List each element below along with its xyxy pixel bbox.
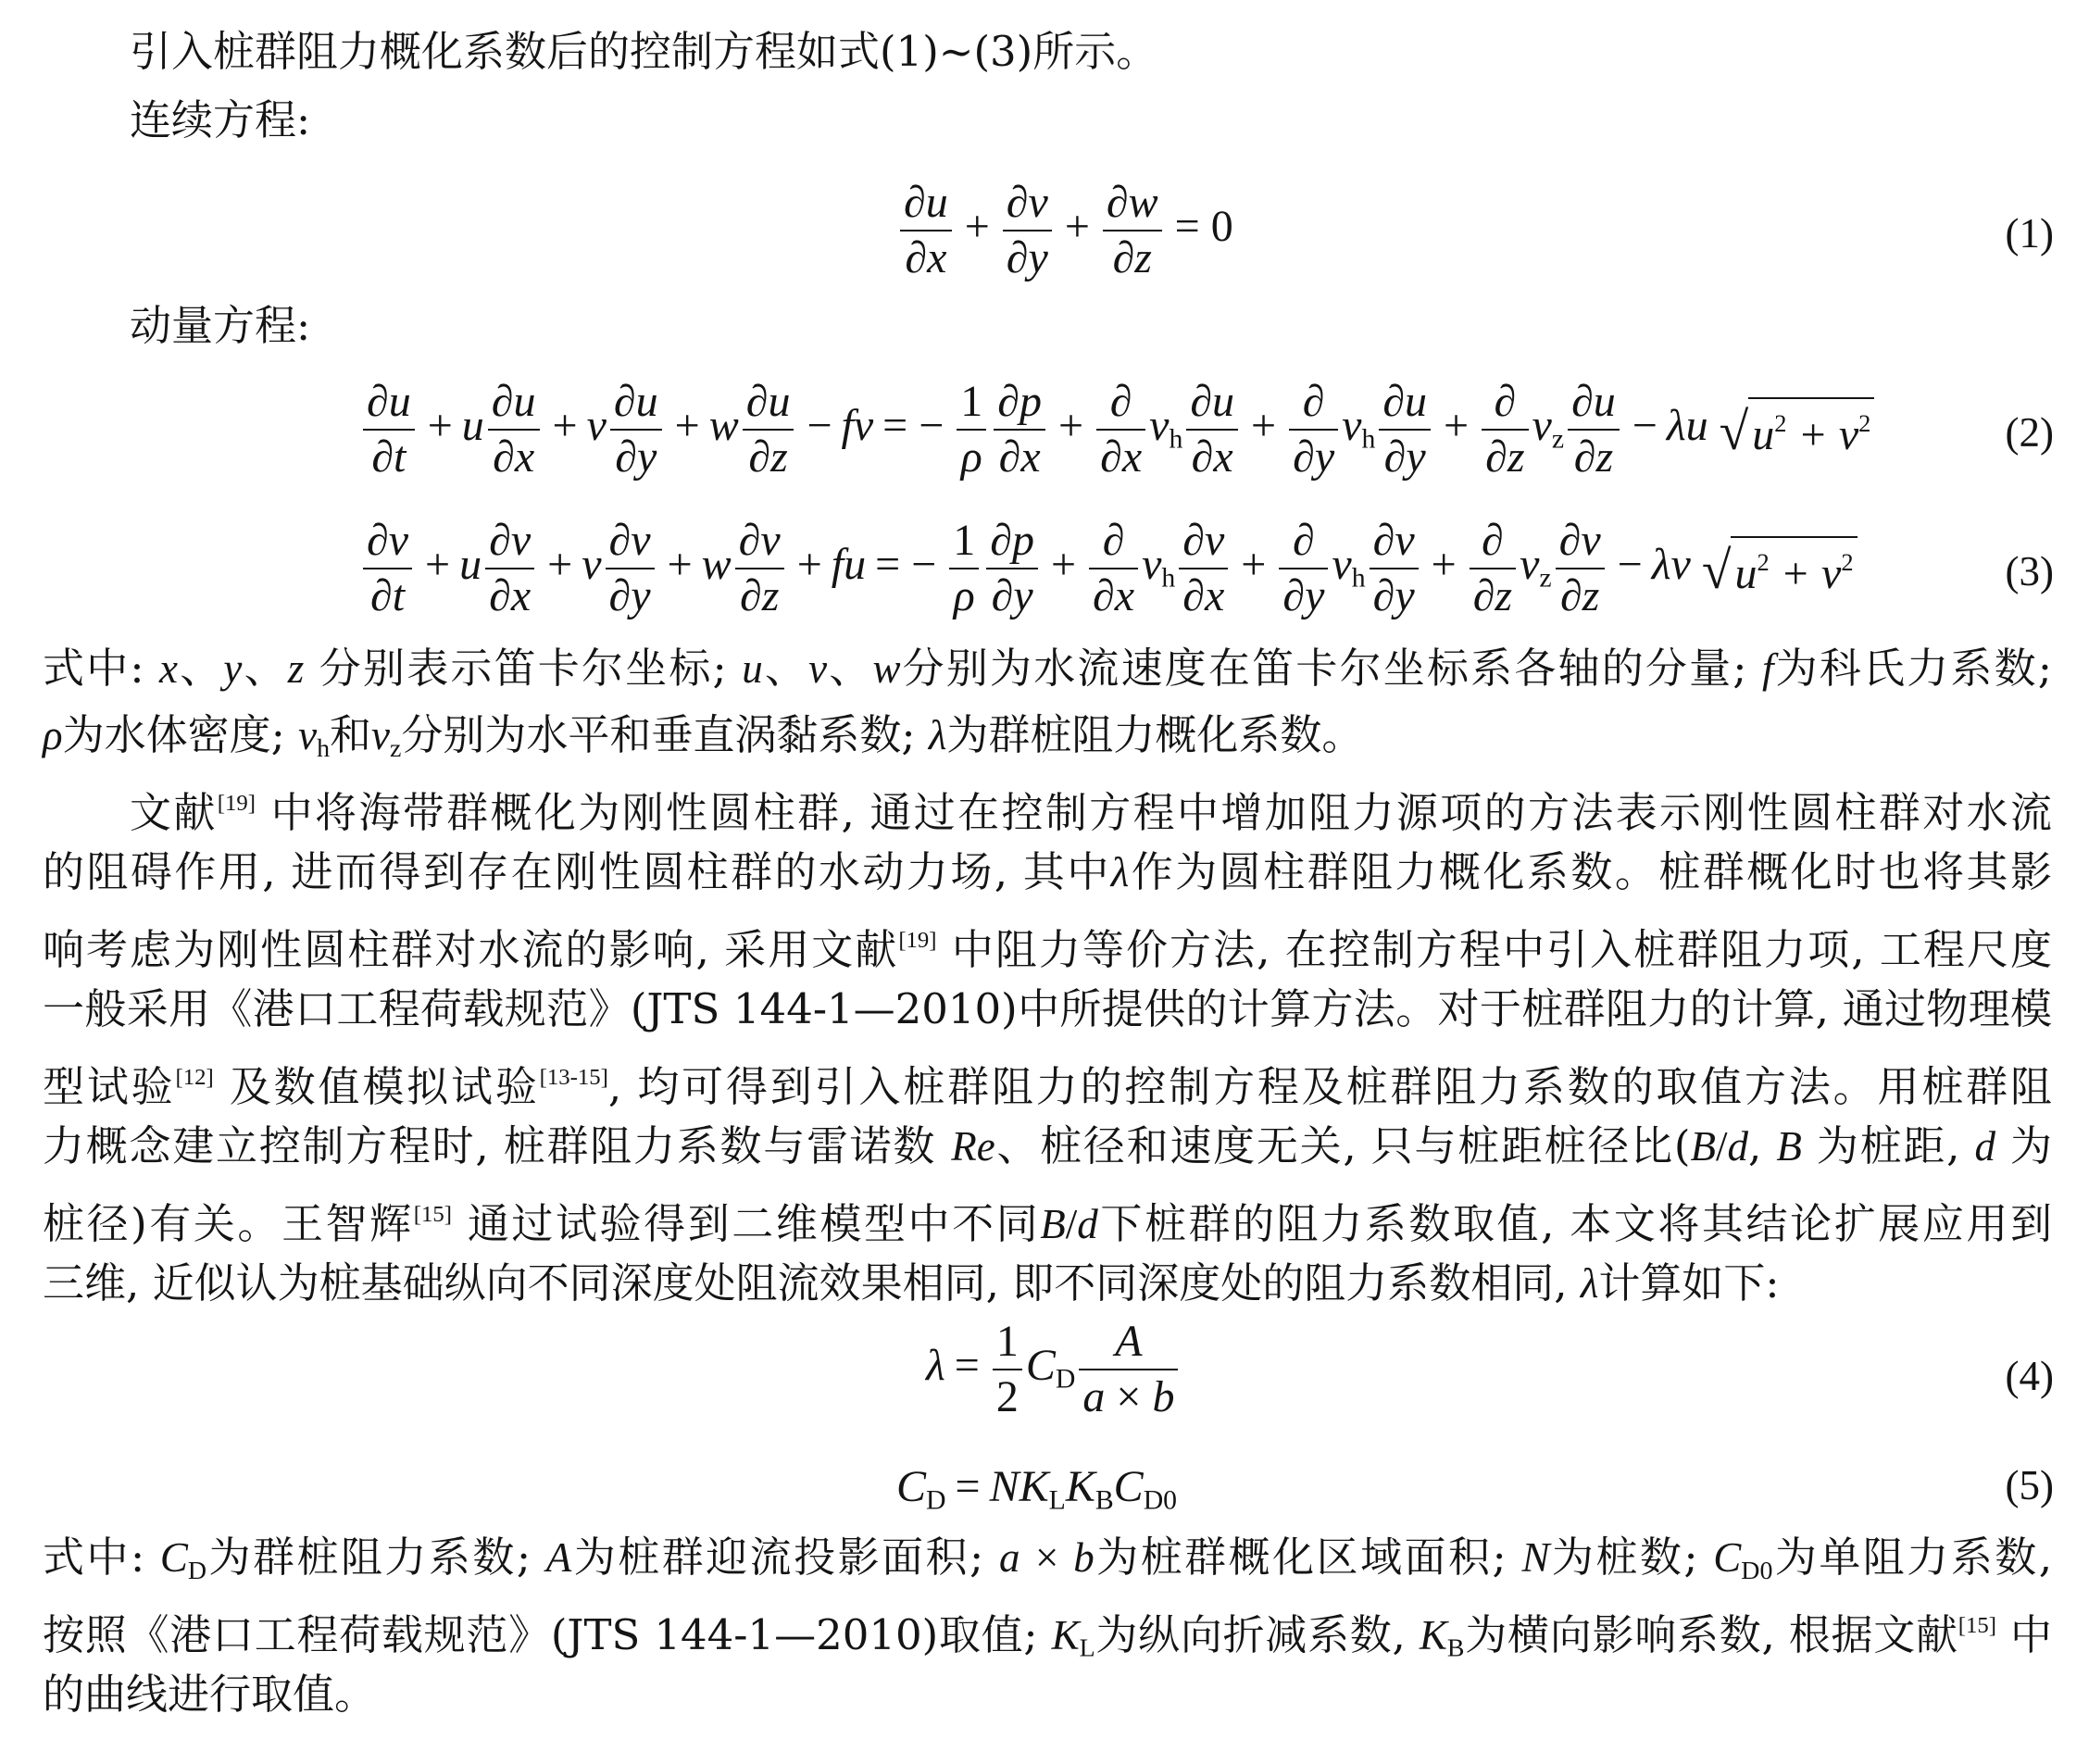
citation-ref: [15] [413, 1202, 452, 1227]
body-paragraph-line: 一般采用《港口工程荷载规范》(JTS 144-1—2010)中所提供的计算方法。对于桩群阻力的计算, 通过物理模 [43, 984, 2052, 1033]
equation-number: (5) [2005, 1462, 2054, 1508]
equation-5: $C_D = NK_LK_BC_{D0}$ (5) [896, 1462, 2054, 1516]
equation-number: (3) [2005, 548, 2054, 594]
equation-4: λ = $\frac{1}{2}$ $C_D$ $\frac{A}{a \times b}$ (4) [0, 1315, 2089, 1435]
equation-number: (2) [2005, 409, 2054, 456]
where-clause-2-line1: 式中: $C_D$为群桩阻力系数; A为桩群迎流投影面积; a × b为桩群概化区域面积; N为桩数; $C_{D0}$为单阻力系数, [43, 1533, 2053, 1585]
equation-3: $\frac{\partial v}{\partial t}$ + u $\frac{\partial v}{\partial x}$ + v $\frac{\partial v}{\partial y}$ + w $\frac{\partial v}{\partial z}$ + fu = − $\frac{1}{\rho}$ $\frac{\partial p}{\partial y}$ + $\frac{\partial}{\partial x}$ $v_h$ $\frac{\partial v}{\partial x}$ + $\frac{\partial}{\partial y}$ $v_h$ $\frac{\partial v}{\partial y}$ + $\frac{\partial}{\partial z}$ $v_z$ $\frac{\partial v}{\partial z}$ − λv $√u^2 + v^2$ (3) [0, 514, 2089, 625]
where-clause-1-line2: ρ为水体密度; $v_h$和$v_z$分别为水平和垂直涡黏系数; λ为群桩阻力概化系数。 [43, 710, 1364, 763]
body-paragraph-line: 力概念建立控制方程时, 桩群阻力系数与雷诺数 Re、桩径和速度无关, 只与桩距桩径比(B/d, B 为桩距, d 为 [43, 1121, 2052, 1170]
equation-number: (1) [2005, 210, 2054, 256]
intro-text: 引入桩群阻力概化系数后的控制方程如式(1)~(3)所示。 [130, 27, 1158, 76]
body-paragraph-line: 响考虑为刚性圆柱群对水流的影响, 采用文献[19] 中阻力等价方法, 在控制方程中引入桩群阻力项, 工程尺度 [43, 924, 2052, 974]
where-clause-1-line1: 式中: x、y、z 分别表示笛卡尔坐标; u、v、w分别为水流速度在笛卡尔坐标系各轴的分量; f为科氏力系数; [43, 644, 2052, 693]
equation-2: $\frac{\partial u}{\partial t}$ + u $\frac{\partial u}{\partial x}$ + v $\frac{\partial u}{\partial y}$ + w $\frac{\partial u}{\partial z}$ − fv = − $\frac{1}{\rho}$ $\frac{\partial p}{\partial x}$ + $\frac{\partial}{\partial x}$ $v_h$ $\frac{\partial u}{\partial x}$ + $\frac{\partial}{\partial y}$ $v_h$ $\frac{\partial u}{\partial y}$ + $\frac{\partial}{\partial z}$ $v_z$ $\frac{\partial u}{\partial z}$ − λu $√u^2 + v^2$ (2) [0, 375, 2089, 486]
citation-ref: [13-15] [539, 1065, 608, 1090]
citation-ref: [19] [898, 928, 937, 953]
citation-ref: [12] [175, 1065, 214, 1090]
where-clause-2-line2: 按照《港口工程荷载规范》(JTS 144-1—2010)取值; $K_L$为纵向折减系数, $K_B$为横向影响系数, 根据文献[15] 中 [43, 1609, 2053, 1663]
body-paragraph-line: 的阻碍作用, 进而得到存在刚性圆柱群的水动力场, 其中λ作为圆柱群阻力概化系数。桩群概化时也将其影 [43, 847, 2052, 896]
equation-1: $\frac{\partial u}{\partial x}$ + $\frac{\partial v}{\partial y}$ + $\frac{\partial w}{\partial z}$ = 0 (1) [0, 176, 2089, 287]
where-clause-2-line3: 的曲线进行取值。 [43, 1670, 377, 1719]
body-paragraph-line: 型试验[12] 及数值模拟试验[13-15], 均可得到引入桩群阻力的控制方程及桩群阻力系数的取值方法。用桩群阻 [43, 1061, 2052, 1111]
citation-ref: [15] [1958, 1613, 1996, 1638]
body-paragraph-line: 三维, 近似认为桩基础纵向不同深度处阻流效果相同, 即不同深度处的阻力系数相同, λ计算如下: [43, 1258, 1780, 1307]
continuity-label: 连续方程: [130, 95, 311, 144]
momentum-label: 动量方程: [130, 301, 311, 350]
body-paragraph-line: 桩径)有关。王智辉[15] 通过试验得到二维模型中不同B/d下桩群的阻力系数取值, 本文将其结论扩展应用到 [43, 1198, 2052, 1248]
body-paragraph-line: 文献[19] 中将海带群概化为刚性圆柱群, 通过在控制方程中增加阻力源项的方法表示刚性圆柱群对水流 [130, 787, 2052, 837]
equation-number: (4) [2005, 1353, 2054, 1399]
citation-ref: [19] [217, 791, 256, 816]
